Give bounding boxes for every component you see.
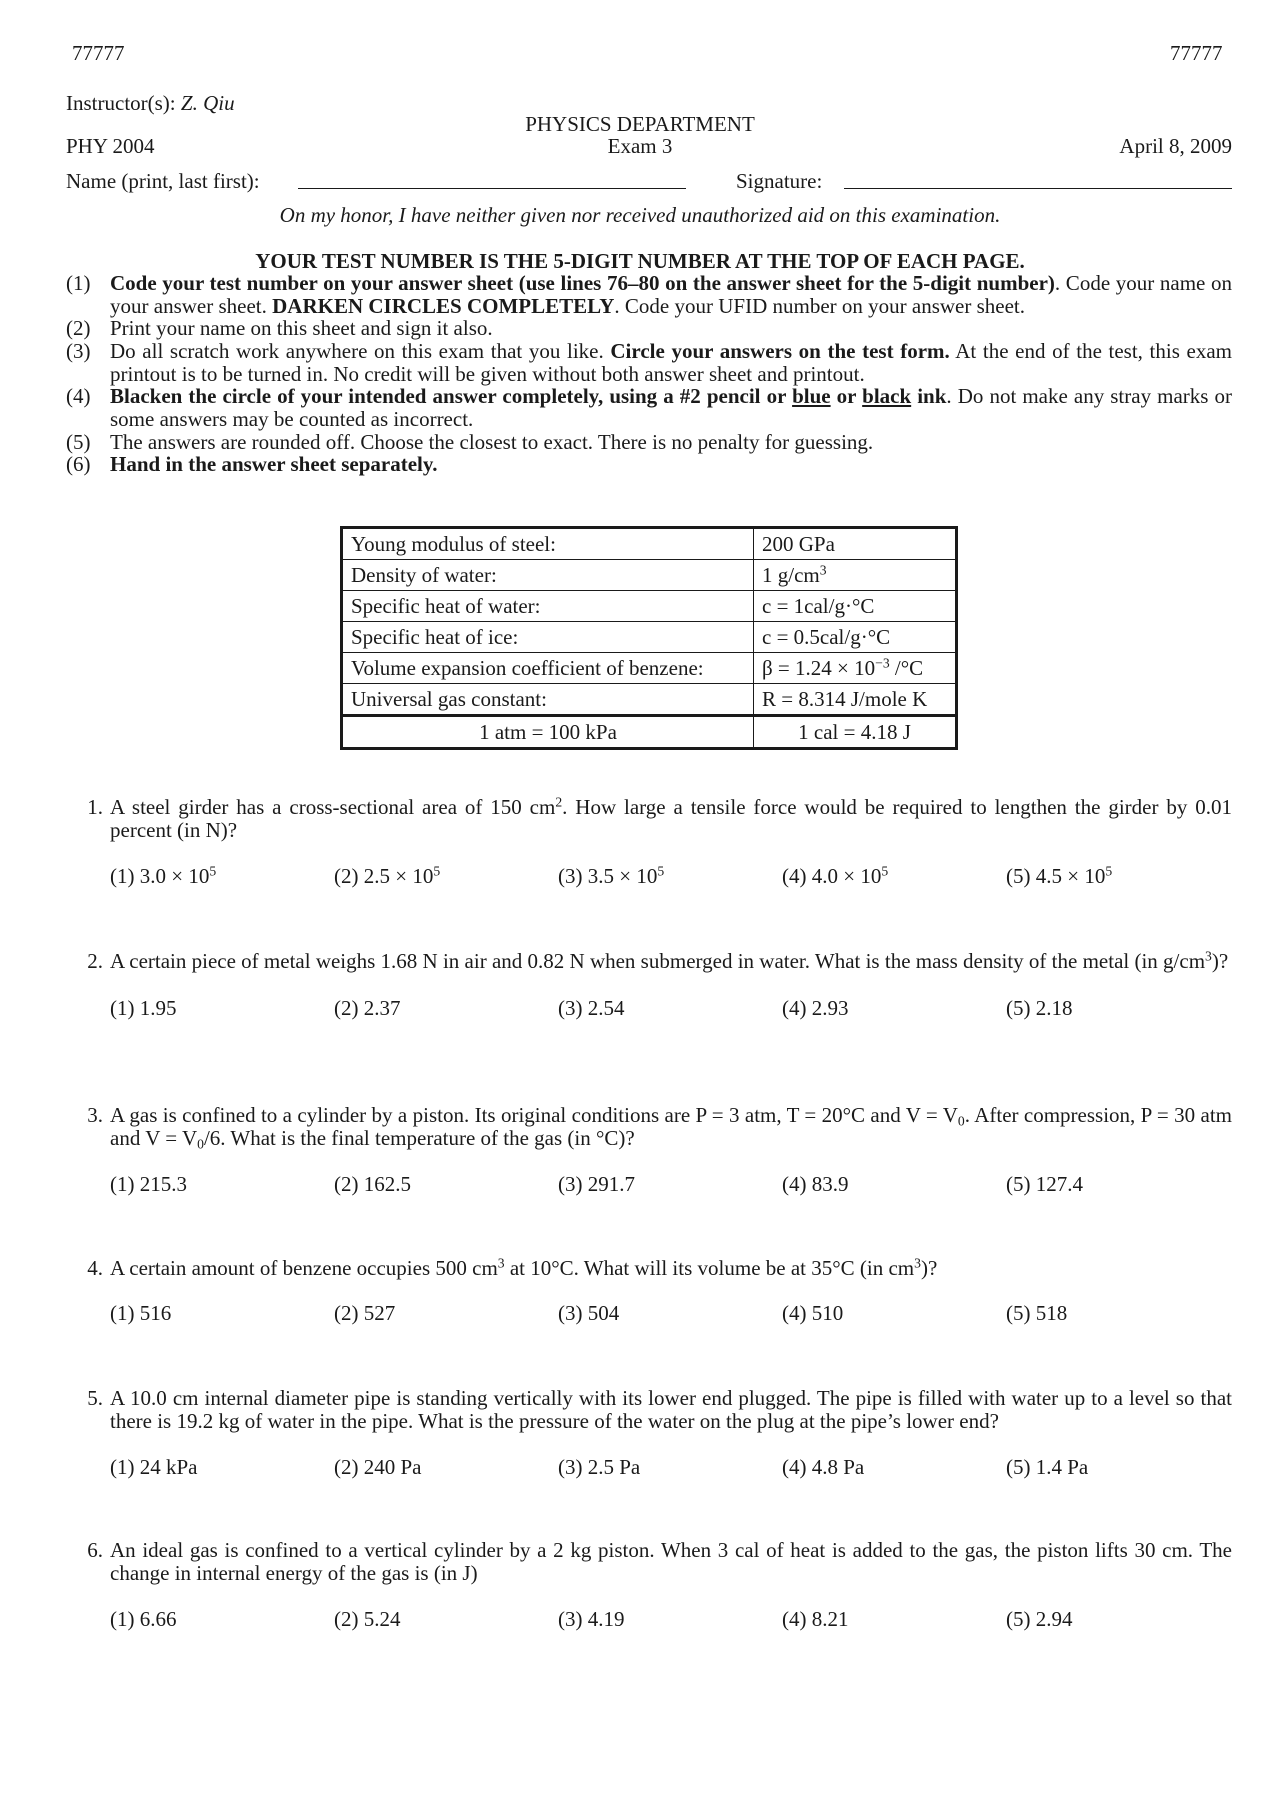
question-text: A gas is confined to a cylinder by a piston. Its original conditions are P = 3 atm, T = 20°C and $V = V_0$. After compression, P = 30 atm and $V = V_0/6$. What is the final temperature of the gas (in °C)? (110, 1103, 1233, 1152)
answer-choice[interactable]: (1) 24 kPa (110, 1455, 198, 1480)
constant-label: Specific heat of ice: (342, 622, 754, 653)
instructor-line (66, 92, 235, 115)
answer-choice[interactable]: (4) 510 (782, 1300, 844, 1325)
constant-value: c = 0.5cal/g·°C (754, 622, 957, 653)
answer-choices (66, 1608, 1232, 1632)
constants-row (342, 684, 957, 716)
constant-conversion-atm: 1 atm = 100 kPa (342, 716, 754, 749)
constant-label: Volume expansion coefficient of benzene: (342, 653, 754, 684)
answer-choice[interactable]: (3) 504 (558, 1300, 620, 1325)
answer-choices (66, 1173, 1232, 1197)
instruction-item: (1) Code your test number on your answer sheet (use lines 76–80 on the answer sheet for the 5-digit number). Code your name on your answer sheet. DARKEN CIRCLES COMPLETELY. Code your UFID number on your answer sheet. (66, 271, 1233, 318)
test-number-left: 77777 (72, 41, 125, 65)
question-number: 4. (87, 1256, 103, 1280)
answer-choice[interactable]: (5) 518 (1006, 1300, 1068, 1325)
constants-row (342, 622, 957, 653)
question-3 (66, 1104, 1232, 1197)
answer-choice[interactable]: (1) $3.0 \times 10^5$ (110, 863, 217, 889)
constants-footer-row (342, 716, 957, 749)
constants-row (342, 528, 957, 560)
test-number-right: 77777 (1170, 41, 1223, 65)
answer-choices (66, 865, 1232, 889)
answer-choice[interactable]: (5) 127.4 (1006, 1172, 1083, 1197)
answer-choice[interactable]: (4) 8.21 (782, 1607, 849, 1632)
instructor-name: Z. Qiu (180, 91, 235, 115)
question-1 (66, 796, 1232, 889)
constant-value: 200 GPa (754, 528, 957, 560)
question-text: An ideal gas is confined to a vertical cylinder by a 2 kg piston. When 3 cal of heat is added to the gas, the piston lifts 30 cm. The change in internal energy of the gas is (in J) (110, 1538, 1232, 1585)
answer-choices (66, 997, 1232, 1021)
answer-choice[interactable]: (5) 2.18 (1006, 995, 1073, 1020)
question-5 (66, 1387, 1232, 1480)
answer-choices (66, 1302, 1232, 1326)
answer-choice[interactable]: (1) 215.3 (110, 1172, 187, 1197)
answer-choice[interactable]: (2) 5.24 (334, 1607, 401, 1632)
constant-value: $\beta = 1.24 \times 10^{-3}$ /°C (754, 653, 957, 684)
constant-label: Density of water: (342, 560, 754, 591)
question-text: A certain amount of benzene occupies 500 $cm^3$ at 10°C. What will its volume be at 35°C (in $cm^3$)? (110, 1255, 938, 1280)
department-title: PHYSICS DEPARTMENT (525, 112, 755, 136)
constant-label: Universal gas constant: (342, 684, 754, 716)
answer-choice[interactable]: (1) 6.66 (110, 1607, 177, 1632)
exam-date: April 8, 2009 (1119, 134, 1232, 158)
question-number: 3. (87, 1103, 103, 1127)
constant-label: Young modulus of steel: (342, 528, 754, 560)
answer-choice[interactable]: (5) 2.94 (1006, 1607, 1073, 1632)
question-2 (66, 950, 1232, 1021)
answer-choice[interactable]: (5) $4.5 \times 10^5$ (1006, 863, 1113, 889)
answer-choice[interactable]: (4) 83.9 (782, 1172, 849, 1197)
answer-choice[interactable]: (4) $4.0 \times 10^5$ (782, 863, 889, 889)
answer-choices (66, 1456, 1232, 1480)
answer-choice[interactable]: (4) 2.93 (782, 995, 849, 1020)
constant-label: Specific heat of water: (342, 591, 754, 622)
answer-choice[interactable]: (2) 240 Pa (334, 1455, 422, 1480)
constant-conversion-cal: 1 cal = 4.18 J (754, 716, 957, 749)
test-number-heading: YOUR TEST NUMBER IS THE 5-DIGIT NUMBER AT THE TOP OF EACH PAGE. (255, 249, 1025, 273)
constant-value: R = 8.314 J/mole K (754, 684, 957, 716)
answer-choice[interactable]: (4) 4.8 Pa (782, 1455, 865, 1480)
answer-choice[interactable]: (2) $2.5 \times 10^5$ (334, 863, 441, 889)
instructions-list (66, 272, 1232, 476)
question-number: 2. (87, 949, 103, 973)
answer-choice[interactable]: (1) 1.95 (110, 995, 177, 1020)
honor-statement: On my honor, I have neither given nor received unauthorized aid on this examination. (279, 203, 1001, 227)
answer-choice[interactable]: (5) 1.4 Pa (1006, 1455, 1089, 1480)
question-4 (66, 1257, 1232, 1326)
name-label: Name (print, last first): (66, 169, 260, 193)
instructor-label: Instructor(s): (66, 91, 176, 115)
constants-row (342, 591, 957, 622)
question-text: A certain piece of metal weighs 1.68 N in air and 0.82 N when submerged in water. What is the mass density of the metal (in $g/cm^3$)? (110, 948, 1229, 973)
constants-row (342, 653, 957, 684)
answer-choice[interactable]: (3) 2.5 Pa (558, 1455, 641, 1480)
constants-table (340, 526, 958, 750)
question-number: 1. (87, 795, 103, 819)
constants-row (342, 560, 957, 591)
question-number: 6. (87, 1538, 103, 1562)
signature-field[interactable] (844, 188, 1232, 189)
signature-label: Signature: (736, 169, 823, 193)
instruction-item: (6) Hand in the answer sheet separately. (66, 452, 438, 477)
answer-choice[interactable]: (3) $3.5 \times 10^5$ (558, 863, 665, 889)
question-text: A steel girder has a cross-sectional area of 150 $cm^2$. How large a tensile force would be required to lengthen the girder by 0.01 percent (in N)? (110, 794, 1232, 842)
instruction-item: (5) The answers are rounded off. Choose the closest to exact. There is no penalty for guessing. (66, 429, 874, 454)
question-6 (66, 1539, 1232, 1632)
answer-choice[interactable]: (2) 162.5 (334, 1172, 411, 1197)
question-number: 5. (87, 1386, 103, 1410)
instruction-item: (2) Print your name on this sheet and sign it also. (66, 316, 493, 341)
answer-choice[interactable]: (3) 4.19 (558, 1607, 625, 1632)
answer-choice[interactable]: (3) 291.7 (558, 1172, 635, 1197)
course-code: PHY 2004 (66, 134, 155, 158)
name-field[interactable] (298, 188, 686, 189)
instruction-item: (4) Blacken the circle of your intended answer completely, using a #2 pencil or blue or black ink. Do not make any stray marks or some answers may be counted as incorrect. (66, 384, 1232, 432)
instruction-item: (3) Do all scratch work anywhere on this exam that you like. Circle your answers on the test form. At the end of the test, this exam printout is to be turned in. No credit will be given without both answer sheet and printout. (66, 339, 1233, 386)
question-text: A 10.0 cm internal diameter pipe is standing vertically with its lower end plugged. The pipe is filled with water up to a level so that there is 19.2 kg of water in the pipe. What is the pressure of the water on the plug at the pipe’s lower end? (110, 1386, 1232, 1433)
constant-value: 1 $g/cm^3$ (754, 560, 957, 591)
answer-choice[interactable]: (2) 2.37 (334, 995, 401, 1020)
answer-choice[interactable]: (2) 527 (334, 1300, 396, 1325)
answer-choice[interactable]: (3) 2.54 (558, 995, 625, 1020)
constant-value: c = 1cal/g·°C (754, 591, 957, 622)
exam-title: Exam 3 (607, 134, 673, 158)
answer-choice[interactable]: (1) 516 (110, 1300, 172, 1325)
